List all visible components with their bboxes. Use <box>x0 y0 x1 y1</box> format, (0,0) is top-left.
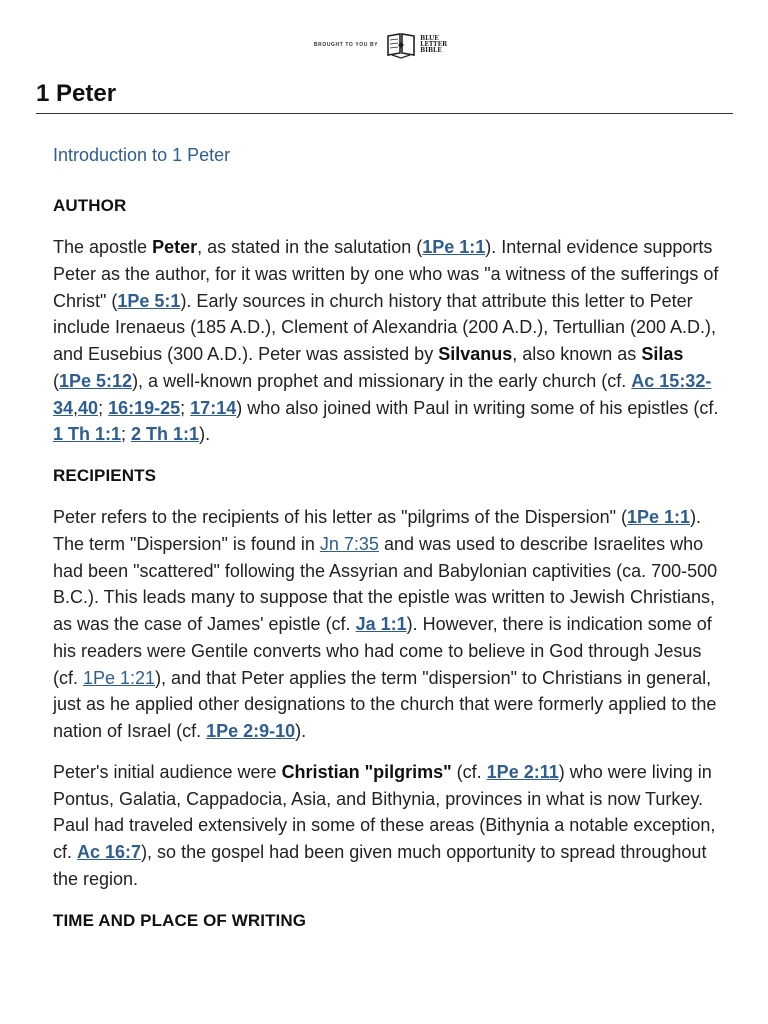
author-text-12: ; <box>121 424 132 445</box>
author-text-5: , also known as <box>512 344 642 364</box>
ref-1pe-1-21[interactable]: 1Pe 1:21 <box>83 667 156 688</box>
ref-1pe-2-11[interactable]: 1Pe 2:11 <box>486 761 559 782</box>
ref-ja-1-1[interactable]: Ja 1:1 <box>355 614 407 634</box>
christian-pilgrims-emphasis: Christian "pilgrims" <box>281 761 452 782</box>
ref-1pe-1-1-recipients[interactable]: 1Pe 1:1 <box>627 507 691 527</box>
recipients2-text-3: ) who were living in Pontus, Galatia, Cappadocia, Asia, and Bithynia, provinces in what is now Turkey. Paul had traveled extensively in some of these areas (Bithynia a notable exception, cf. <box>53 761 716 862</box>
ref-ac-17-14[interactable]: 17:14 <box>190 397 237 418</box>
logo-text: BLUE LETTER BIBLE <box>420 35 448 54</box>
author-text-4: ). Early sources in church history that attribute this letter to Peter include Irenaeus (185 A.D.), Clement of Alexandria (200 A.D.), Tertullian (200 A.D.), and Eusebius (300 A.D.). Peter was assisted by <box>53 290 717 364</box>
author-text-8: , <box>73 397 79 418</box>
ref-1pe-5-1[interactable]: 1Pe 5:1 <box>117 290 181 311</box>
blue-letter-bible-logo[interactable] <box>386 31 454 59</box>
ref-1th-1-1[interactable]: 1 Th 1:1 <box>53 424 122 445</box>
ref-1pe-5-12[interactable]: 1Pe 5:12 <box>59 370 133 391</box>
recipients-paragraph-2 <box>53 759 721 893</box>
title-divider <box>36 113 733 114</box>
author-paragraph <box>53 234 721 448</box>
open-book-icon <box>386 31 416 59</box>
recipients2-text-2: (cf. <box>451 761 487 782</box>
ref-1pe-1-1[interactable]: 1Pe 1:1 <box>422 237 486 257</box>
recipients-paragraph-1 <box>53 504 721 745</box>
author-name-peter: Peter <box>152 237 198 257</box>
branding-bar <box>0 31 768 59</box>
recipients-text-3: and was used to describe Israelites who had been "scattered" following the Assyrian and Babylonian captivities (ca. 700-500 B.C.). This leads many to suppose that the epistle was written to Jewish Christians, as was the case of James' epistle (cf. <box>53 533 718 634</box>
introduction-link[interactable]: Introduction to 1 Peter <box>53 145 231 165</box>
recipients2-text-4: ), so the gospel had been given much opportunity to spread throughout the region. <box>53 842 707 889</box>
author-text-10: ; <box>180 397 191 418</box>
ref-jn-7-35[interactable]: Jn 7:35 <box>319 533 379 554</box>
ref-ac-15-32-34[interactable]: Ac 15:32-34 <box>53 370 712 418</box>
author-text-13: ). <box>199 424 211 445</box>
author-name-silas: Silas <box>641 344 684 364</box>
time-place-heading: TIME AND PLACE OF WRITING <box>53 910 307 930</box>
page-title: 1 Peter <box>36 80 117 107</box>
recipients2-text-1: Peter's initial audience were <box>53 761 282 782</box>
ref-1pe-2-9-10[interactable]: 1Pe 2:9-10 <box>206 721 296 741</box>
article-content <box>53 142 721 949</box>
recipients-heading: RECIPIENTS <box>53 466 157 485</box>
author-text-2: , as stated in the salutation ( <box>197 237 423 257</box>
author-text-7: ), a well-known prophet and missionary in the early church (cf. <box>132 370 632 391</box>
author-heading: AUTHOR <box>53 196 127 215</box>
brought-by-label: BROUGHT TO YOU BY <box>313 42 379 48</box>
author-text-6: ( <box>53 370 59 391</box>
recipients-text-6: ). <box>295 721 307 741</box>
author-name-silvanus: Silvanus <box>438 344 513 364</box>
recipients-text-5: ), and that Peter applies the term "dispersion" to Christians in general, just as he applied other designations to the church that were formerly applied to the nation of Israel (cf. <box>53 667 717 741</box>
recipients-text-2: ). The term "Dispersion" is found in <box>53 507 702 554</box>
ref-ac-16-7[interactable]: Ac 16:7 <box>77 842 142 862</box>
author-text-9: ; <box>98 397 109 418</box>
recipients-text-4: ). However, there is indication some of his readers were Gentile converts who had come to believe in God through Jesus (cf. <box>53 614 712 688</box>
author-text-1: The apostle <box>53 237 153 257</box>
ref-ac-15-40[interactable]: 40 <box>78 397 99 418</box>
ref-ac-16-19-25[interactable]: 16:19-25 <box>108 397 181 418</box>
recipients-text-1: Peter refers to the recipients of his letter as "pilgrims of the Dispersion" ( <box>53 507 628 527</box>
ref-2th-1-1[interactable]: 2 Th 1:1 <box>131 424 200 445</box>
author-text-3: ). Internal evidence supports Peter as the author, for it was written by one who was "a witness of the sufferings of Christ" ( <box>53 237 719 311</box>
author-text-11: ) who also joined with Paul in writing some of his epistles (cf. <box>236 397 719 418</box>
